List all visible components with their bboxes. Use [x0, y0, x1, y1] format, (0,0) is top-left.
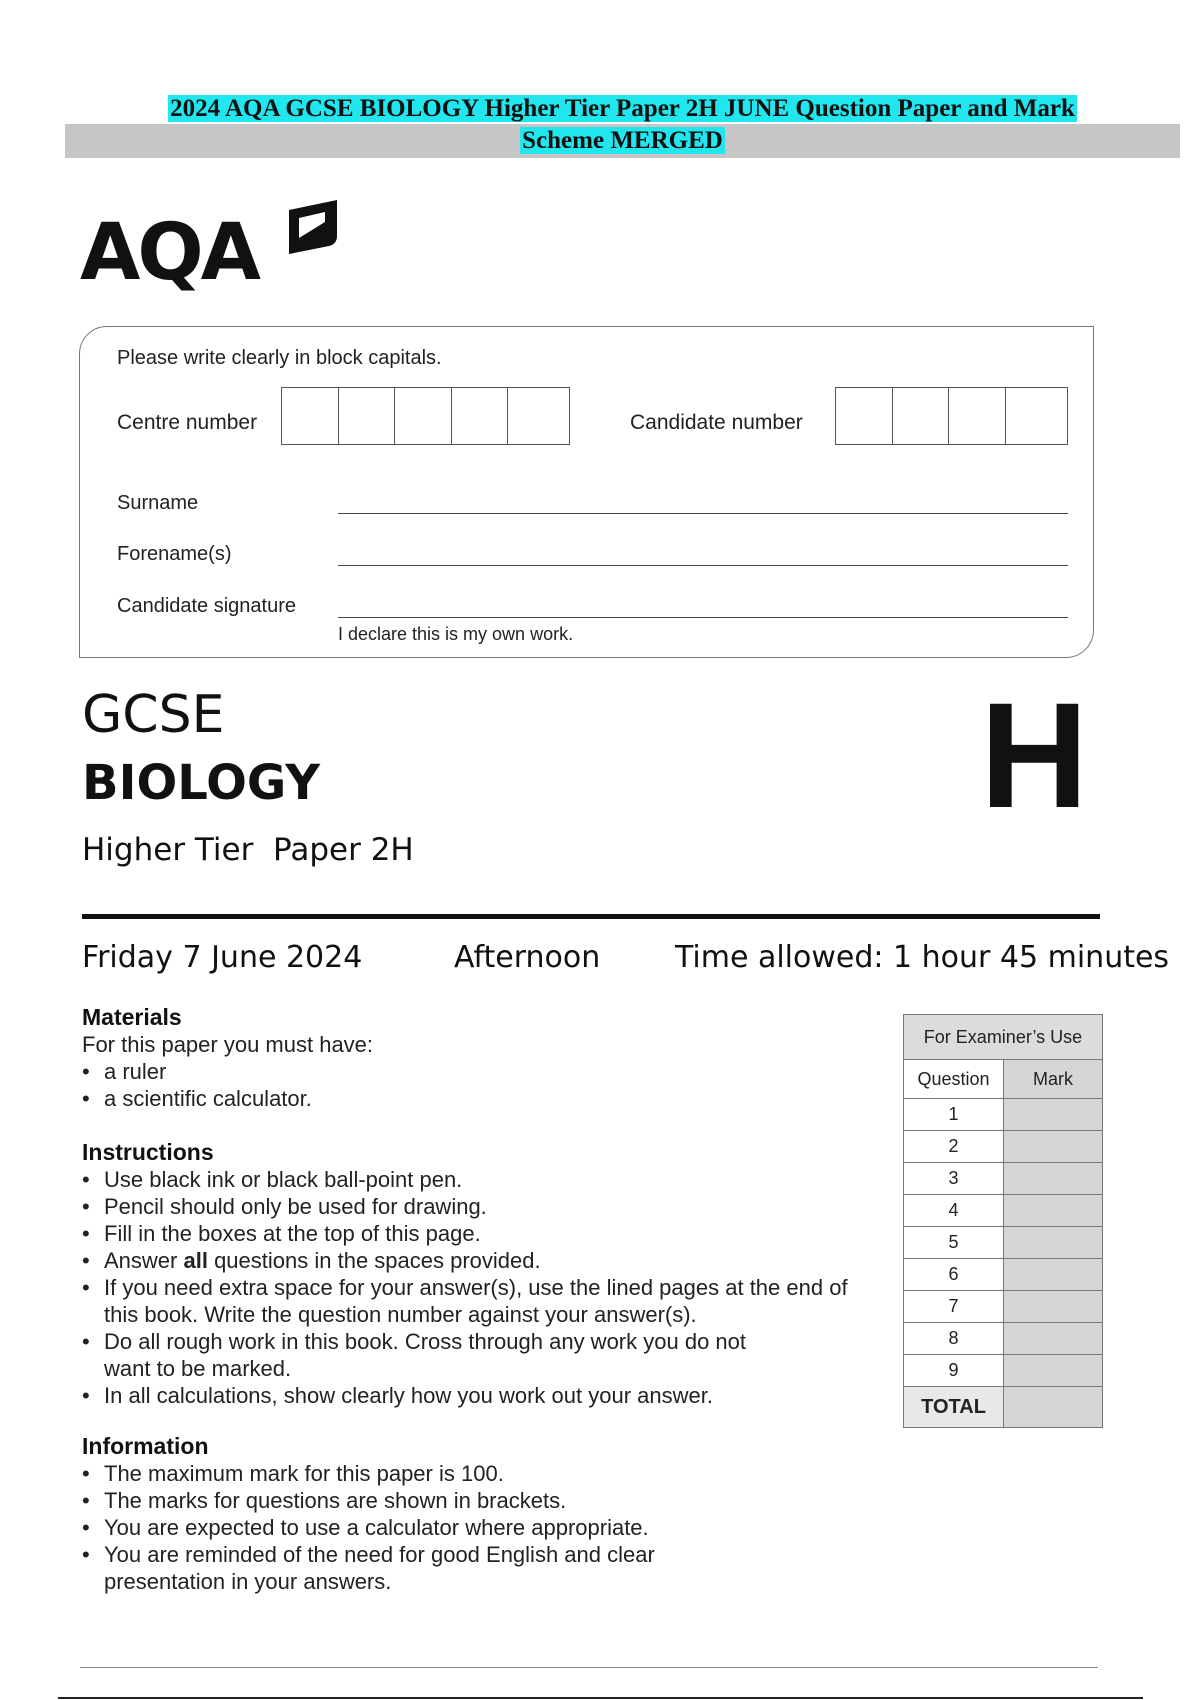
question-number: 5 — [904, 1227, 1004, 1259]
qualification-title: GCSE — [82, 685, 225, 745]
information-item: • The maximum mark for this paper is 100. — [82, 1460, 782, 1487]
signature-label: Candidate signature — [117, 595, 297, 617]
information-item: • You are expected to use a calculator where appropriate. — [82, 1514, 782, 1541]
centre-number-digit[interactable] — [282, 388, 339, 444]
time-allowed: Time allowed: 1 hour 45 minutes — [675, 940, 1170, 975]
mark-cell — [1004, 1195, 1103, 1227]
candidate-number-digit[interactable] — [1006, 388, 1067, 444]
question-number: 2 — [904, 1131, 1004, 1163]
tier-paper-title: Higher Tier Paper 2H — [82, 832, 414, 868]
forename-label: Forename(s) — [117, 543, 232, 565]
instruction-item: • If you need extra space for your answer(s), use the lined pages at the end of this book. Write the question number against your answer(s). — [82, 1274, 872, 1328]
exam-date: Friday 7 June 2024 — [82, 940, 363, 975]
candidate-number-digit[interactable] — [949, 388, 1006, 444]
mark-cell — [1004, 1355, 1103, 1387]
candidate-number-digit[interactable] — [836, 388, 893, 444]
instruction-item: • Fill in the boxes at the top of this page. — [82, 1220, 872, 1247]
forename-line[interactable] — [338, 565, 1068, 566]
question-column-header: Question — [904, 1060, 1004, 1099]
title-divider — [82, 914, 1100, 919]
centre-number-digit[interactable] — [395, 388, 452, 444]
total-mark-cell — [1004, 1387, 1103, 1428]
question-number: 8 — [904, 1323, 1004, 1355]
candidate-number-digit[interactable] — [893, 388, 950, 444]
footer-rule — [80, 1667, 1098, 1668]
signature-line[interactable] — [338, 617, 1068, 618]
aqa-logo — [80, 198, 350, 298]
exam-session: Afternoon — [454, 940, 601, 975]
information-item: • You are reminded of the need for good English and clear presentation in your answers. — [82, 1541, 684, 1595]
question-number: 9 — [904, 1355, 1004, 1387]
aqa-logo-text: AQA — [80, 208, 259, 298]
question-number: 6 — [904, 1259, 1004, 1291]
materials-section — [82, 1004, 882, 1112]
instruction-item: • In all calculations, show clearly how you work out your answer. — [82, 1382, 872, 1409]
mark-cell — [1004, 1259, 1103, 1291]
centre-number-digit[interactable] — [339, 388, 396, 444]
instruction-item: • Use black ink or black ball-point pen. — [82, 1166, 872, 1193]
centre-number-digit[interactable] — [452, 388, 509, 444]
mark-cell — [1004, 1099, 1103, 1131]
instruction-item: • Pencil should only be used for drawing. — [82, 1193, 872, 1220]
information-section — [82, 1433, 782, 1595]
centre-number-boxes — [281, 387, 570, 445]
centre-number-digit[interactable] — [508, 388, 569, 444]
surname-label: Surname — [117, 492, 199, 514]
surname-line[interactable] — [338, 513, 1068, 514]
banner-line-2: Scheme MERGED — [522, 127, 723, 154]
materials-item: • a ruler — [82, 1058, 882, 1085]
examiners-use-header: For Examiner’s Use — [904, 1015, 1103, 1060]
instructions-section — [82, 1139, 872, 1409]
candidate-number-label: Candidate number — [630, 411, 803, 434]
centre-number-label: Centre number — [117, 411, 258, 434]
candidate-details-box — [79, 326, 1094, 658]
question-number: 1 — [904, 1099, 1004, 1131]
candidate-number-boxes — [835, 387, 1068, 445]
total-label: TOTAL — [904, 1387, 1004, 1428]
materials-heading: Materials — [82, 1004, 182, 1030]
mark-column-header: Mark — [1004, 1060, 1103, 1099]
tier-letter: H — [980, 671, 1089, 839]
aqa-logo-mark-icon — [285, 198, 341, 258]
mark-cell — [1004, 1323, 1103, 1355]
instructions-heading: Instructions — [82, 1139, 214, 1165]
page-bottom-rule — [58, 1697, 1143, 1699]
question-number: 7 — [904, 1291, 1004, 1323]
instruction-item: • Do all rough work in this book. Cross through any work you do not want to be marked. — [82, 1328, 764, 1382]
mark-cell — [1004, 1163, 1103, 1195]
question-number: 4 — [904, 1195, 1004, 1227]
information-heading: Information — [82, 1433, 209, 1459]
block-capitals-instruction: Please write clearly in block capitals. — [117, 347, 442, 369]
mark-cell — [1004, 1291, 1103, 1323]
instruction-item: • Answer all questions in the spaces provided. — [82, 1247, 872, 1274]
materials-item: • a scientific calculator. — [82, 1085, 882, 1112]
document-banner — [65, 93, 1180, 157]
information-item: • The marks for questions are shown in brackets. — [82, 1487, 782, 1514]
examiners-use-table — [903, 1014, 1103, 1428]
mark-cell — [1004, 1131, 1103, 1163]
subject-title: BIOLOGY — [82, 755, 321, 811]
materials-intro: For this paper you must have: — [82, 1032, 374, 1057]
declaration-text: I declare this is my own work. — [338, 624, 574, 644]
mark-cell — [1004, 1227, 1103, 1259]
banner-line-1: 2024 AQA GCSE BIOLOGY Higher Tier Paper 2H JUNE Question Paper and Mark — [170, 95, 1075, 122]
question-number: 3 — [904, 1163, 1004, 1195]
